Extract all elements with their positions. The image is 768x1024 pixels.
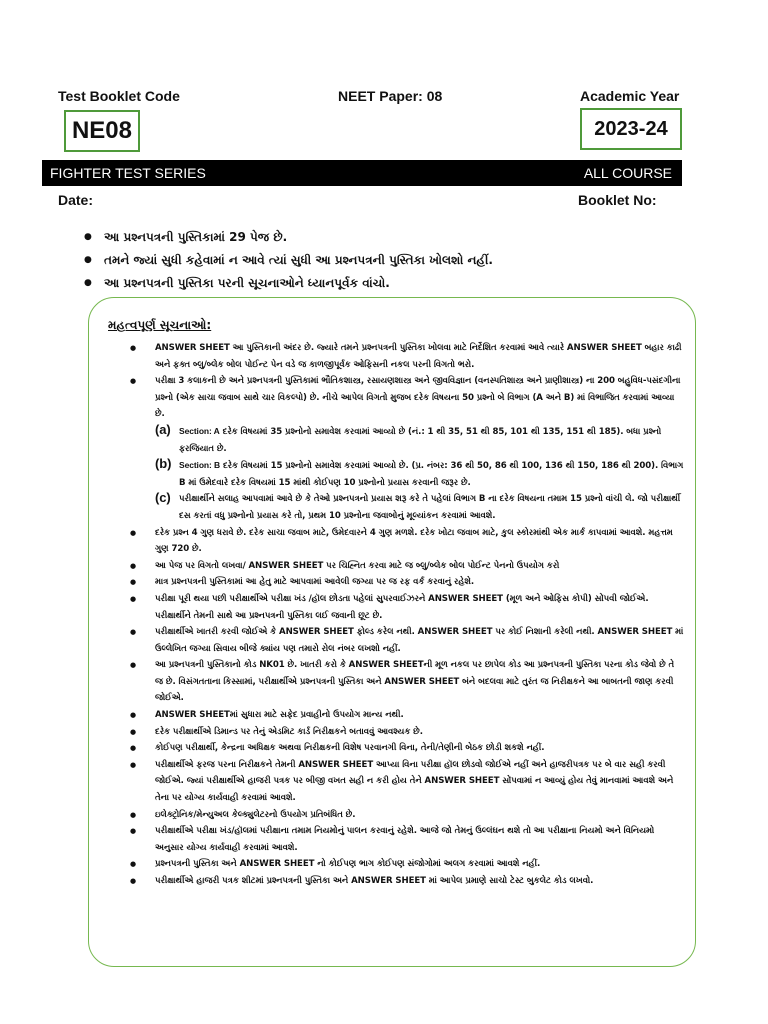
sub-list: [155, 423, 685, 525]
list-item: ● કોઈપણ પરીક્ષાર્થી, કેન્દ્રના અધિક્ષક અથવા નિરીક્ષકની વિશેષ પરવાનગી વિના, તેની/તેણીની બેઠક છોડી શકશે નહીં.: [130, 740, 685, 757]
list-item: ● માત્ર પ્રશ્નપત્રની પુસ્તિકામાં આ હેતુ માટે આપવામાં આવેલી જગ્યા પર જ રફ વર્ક કરવાનું રહેશે.: [130, 574, 685, 591]
sub-text: દરેક વિષયમાં 15 પ્રશ્નોનો સમાવેશ કરવામાં આવ્યો છે. (પ્ર. નંબર: 36 થી 50, 86 થી 100, 136 થી 150, 186 થી 200). વિભાગ B માં ઉમેદવારે દરેક વિષયમાં 15 માંથી કોઈપણ 10 પ્રશ્નોનો પ્રયાસ કરવાની જરૂર છે.: [179, 461, 684, 488]
series-name: FIGHTER TEST SERIES: [50, 165, 206, 181]
list-item: ● દરેક પ્રશ્ન 4 ગુણ ધરાવે છે. દરેક સાચા જવાબ માટે, ઉમેદવારને 4 ગુણ મળશે. દરેક ખોટા જવાબ માટે, કુલ સ્કોરમાંથી એક માર્ક કાપવામાં આવશે. મહત્તમ ગુણ 720 છે.: [130, 525, 685, 558]
series-banner: [42, 160, 682, 186]
date-label: Date:: [58, 192, 94, 208]
instructions-list: [130, 340, 685, 890]
sub-item-c: [155, 491, 685, 524]
list-item: ● ANSWER SHEET આ પુસ્તિકાની અંદર છે. જ્યારે તમને પ્રશ્નપત્રની પુસ્તિકા ખોલવા માટે નિર્દેશિત કરવામાં આવે ત્યારે ANSWER SHEET બહાર કાઢી અને ફક્ત બ્લુ/બ્લેક બોલ પોઈન્ટ પેન વડે જ કાળજીપૂર્વક ઓફિસની નકલ પરની વિગતો ભરો.: [130, 340, 685, 373]
list-item: [130, 373, 685, 524]
sub-label: (b): [155, 456, 172, 472]
instruction-text: ● પરીક્ષા 3 કલાકની છે અને પ્રશ્નપત્રની પુસ્તિકામાં ભૌતિકશાસ્ત્ર, રસાયણશાસ્ત્ર અને જીવવિજ્ઞાન (વનસ્પતિશાસ્ત્ર અને પ્રાણીશાસ્ત્ર) ના 200 બહુવિધ-પસંદગીના પ્રશ્નો (એક સાચા જવાબ સાથે ચાર વિકલ્પો) છે. નીચે આપેલ વિગતો મુજબ દરેક વિષયના 50 પ્રશ્નો બે વિભાગ (A અને B) માં વિભાજિત કરવામાં આવ્યા છે.: [155, 376, 681, 420]
sub-item-b: [155, 457, 685, 491]
section-label: Section: A: [179, 425, 220, 436]
sub-text: પરીક્ષાર્થીને સલાહ આપવામાં આવે છે કે તેઓ પ્રશ્નપત્રનો પ્રયાસ શરૂ કરે તે પહેલાં વિભાગ B ના દરેક વિષયના તમામ 15 પ્રશ્નો વાંચી લે. જો પરીક્ષાર્થી દસ કરતાં વધુ પ્રશ્નોનો પ્રયાસ કરે તો, પ્રથમ 10 પ્રશ્નોના જવાબોનું મૂલ્યાંકન કરવામાં આવશે.: [179, 494, 681, 521]
booklet-code: NE08: [71, 117, 133, 144]
booklet-no-label: Booklet No:: [578, 192, 657, 208]
list-item: ● આ પ્રશ્નપત્રની પુસ્તિકાનો કોડ NK01 છે. ખાતરી કરો કે ANSWER SHEETની મૂળ નકલ પર છાપેલ કોડ આ પ્રશ્નપત્રની પુસ્તિકા પરના કોડ જેવો છે તે જ છે. વિસંગતતાના કિસ્સામાં, પરીક્ષાર્થીએ પ્રશ્નપત્રની પુસ્તિકા અને ANSWER SHEET બંને બદલવા માટે તુરંત જ નિરીક્ષકને આ બાબતની જાણ કરવી જોઈએ.: [130, 657, 685, 707]
top-notes-list: [84, 226, 684, 295]
sub-item-a: [155, 423, 685, 457]
sub-label: (a): [155, 421, 171, 437]
list-item: ● પરીક્ષાર્થીએ પરીક્ષા ખંડ/હૉલમાં પરીક્ષાના તમામ નિયમોનું પાલન કરવાનું રહેશે. આજે જો તેમનું ઉલ્લંઘન થશે તો આ પરીક્ષાના નિયમો અને વિનિયમો અનુસાર યોગ્ય કાર્યવાહી કરવામાં આવશે.: [130, 823, 685, 856]
list-item: ● પરીક્ષાર્થીએ ફરજ પરના નિરીક્ષકને તેમની ANSWER SHEET આપ્યા વિના પરીક્ષા હૉલ છોડવો જોઈએ નહીં અને હાજરીપત્રક પર બે વાર સહી કરવી જોઈએ. જ્યાં પરીક્ષાર્થીએ હાજરી પત્રક પર બીજી વખત સહી ન કરી હોય તેને ANSWER SHEET સોંપવામાં ન આવ્યું હોય તેવું માનવામાં આવશે અને તેના પર યોગ્ય કાર્યવાહી કરવામાં આવશે.: [130, 757, 685, 807]
section-label: Section: B: [179, 460, 221, 471]
list-item: ● આ પેજ પર વિગતો લખવા/ ANSWER SHEET પર ચિહ્નિત કરવા માટે જ બ્લુ/બ્લેક બોલ પોઈન્ટ પેનનો ઉપયોગ કરો: [130, 558, 685, 575]
course-name: ALL COURSE: [583, 165, 672, 181]
list-item: ● આ પ્રશ્નપત્રની પુસ્તિકા પરની સૂચનાઓને ધ્યાનપૂર્વક વાંચો.: [84, 272, 684, 295]
booklet-code-box: [64, 110, 140, 152]
sub-text: દરેક વિષયમાં 35 પ્રશ્નોનો સમાવેશ કરવામાં આવ્યો છે (નં.: 1 થી 35, 51 થી 85, 101 થી 135, 151 થી 185). બધા પ્રશ્નો ફરજિયાત છે.: [179, 426, 662, 454]
booklet-code-label: Test Booklet Code: [58, 88, 180, 104]
list-item: ● આ પ્રશ્નપત્રની પુસ્તિકામાં 29 પેજ છે.: [84, 226, 684, 249]
instructions-title: મહત્વપૂર્ણ સૂચનાઓ:: [108, 318, 212, 332]
list-item: ● પરીક્ષાર્થીએ ખાતરી કરવી જોઈએ કે ANSWER SHEET ફોલ્ડ કરેલ નથી. ANSWER SHEET પર કોઈ નિશાની કરેલી નથી. ANSWER SHEET માં ઉલ્લેખિત જગ્યા સિવાય બીજે ક્યાંય પણ તમારો રોલ નંબર લખશો નહીં.: [130, 624, 685, 657]
list-item: ● દરેક પરીક્ષાર્થીએ ડિમાન્ડ પર તેનું એડમિટ કાર્ડ નિરીક્ષકને બતાવવું આવશ્યક છે.: [130, 724, 685, 741]
list-item: ● તમને જ્યાં સુધી કહેવામાં ન આવે ત્યાં સુધી આ પ્રશ્નપત્રની પુસ્તિકા ખોલશો નહીં.: [84, 249, 684, 272]
list-item: ● પરીક્ષાર્થીએ હાજરી પત્રક શીટમાં પ્રશ્નપત્રની પુસ્તિકા અને ANSWER SHEET માં આપેલ પ્રમાણે સાચો ટેસ્ટ બુકલેટ કોડ લખવો.: [130, 873, 685, 890]
paper-label: NEET Paper: 08: [338, 88, 443, 104]
list-item: ● ઇલેક્ટ્રોનિક/મેન્યુઅલ કેલ્ક્યુલેટરનો ઉપયોગ પ્રતિબંધિત છે.: [130, 807, 685, 824]
list-item: ● પ્રશ્નપત્રની પુસ્તિકા અને ANSWER SHEET નો કોઈપણ ભાગ કોઈપણ સંજોગોમાં અલગ કરવામાં આવશે નહીં.: [130, 856, 685, 873]
list-item: ● પરીક્ષા પૂરી થયા પછી પરીક્ષાર્થીએ પરીક્ષા ખંડ /હૉલ છોડતા પહેલાં સુપરવાઈઝરને ANSWER SHEET (મૂળ અને ઓફિસ કોપી) સોંપવી જોઈએ. પરીક્ષાર્થીને તેમની સાથે આ પ્રશ્નપત્રની પુસ્તિકા લઈ જવાની છૂટ છે.: [130, 591, 685, 624]
sub-label: (c): [155, 490, 171, 506]
academic-year-box: [580, 108, 682, 150]
academic-year-label: Academic Year: [580, 88, 680, 104]
academic-year: 2023-24: [594, 117, 668, 140]
list-item: ● ANSWER SHEETમાં સુધારા માટે સફેદ પ્રવાહીનો ઉપયોગ માન્ય નથી.: [130, 707, 685, 724]
